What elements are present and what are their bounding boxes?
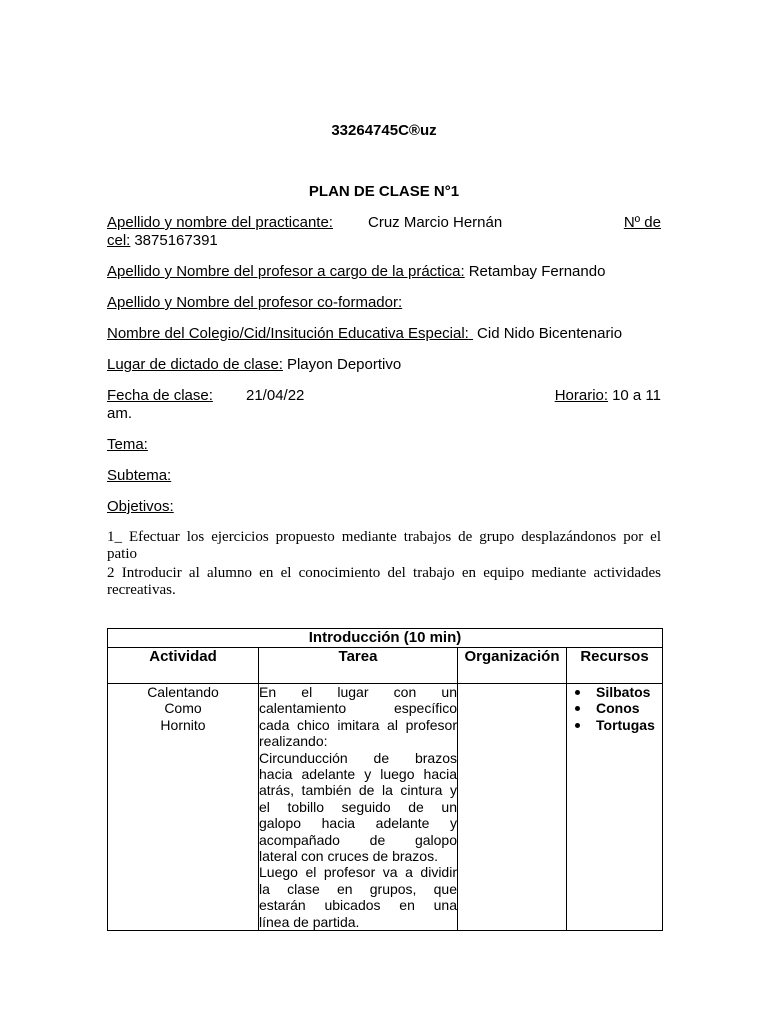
colegio-value: Cid Nido Bicentenario <box>477 325 623 342</box>
tarea-line: atrás, también de la cintura y <box>259 782 457 799</box>
tarea-line: estarán ubicados en una <box>259 897 457 914</box>
tarea-line: realizando: <box>259 733 328 750</box>
objetivos-field <box>107 498 661 516</box>
table-row <box>108 684 663 931</box>
tarea-line: galopo hacia adelante y <box>259 815 457 832</box>
table-section-row <box>108 629 663 648</box>
subtema-field <box>107 467 661 485</box>
bullet-icon <box>575 723 580 728</box>
table-header-row <box>108 648 663 684</box>
horario-label: Horario: <box>554 387 609 404</box>
practicante-value: Cruz Marcio Hernán <box>368 214 503 231</box>
lugar-label: Lugar de dictado de clase: <box>107 356 283 373</box>
celular-label-part2: cel: <box>107 232 131 249</box>
section-title: Introducción (10 min) <box>108 629 663 648</box>
document-code: 33264745C®uz <box>331 122 437 139</box>
tarea-line: la clase en grupos, que <box>259 880 457 897</box>
page-title: PLAN DE CLASE N°1 <box>308 183 460 200</box>
recurso-label: Tortugas <box>596 716 655 733</box>
objective-line: 1_ Efectuar los ejercicios propuesto mediante trabajos de grupo desplazándonos por el <box>107 529 661 545</box>
celular-line <box>107 232 661 250</box>
recurso-item <box>567 684 662 700</box>
practicante-field <box>107 214 661 250</box>
cell-tarea <box>259 684 458 931</box>
celular-value: 3875167391 <box>134 232 218 249</box>
horario-value: 10 a 11 <box>612 387 661 404</box>
practicante-label: Apellido y nombre del practicante: <box>107 214 333 231</box>
cell-recursos <box>567 684 663 931</box>
column-header-recursos: Recursos <box>567 648 663 684</box>
tarea-paragraph <box>259 684 457 750</box>
actividad-line: Hornito <box>160 716 206 733</box>
tarea-line: lateral con cruces de brazos. <box>259 848 438 865</box>
lugar-value: Playon Deportivo <box>286 356 402 373</box>
objective-line: patio <box>107 546 137 562</box>
recurso-label: Silbatos <box>596 684 651 700</box>
bullet-icon <box>575 706 580 711</box>
actividad-line: Calentando <box>147 684 219 700</box>
objective-line: 2 Introducir al alumno en el conocimiento del trabajo en equipo mediante actividades <box>107 565 661 581</box>
fecha-horario-field <box>107 387 661 423</box>
tarea-line: Circunducción de brazos <box>259 749 457 766</box>
colegio-field <box>107 325 661 343</box>
colegio-label: Nombre del Colegio/Cid/Insitución Educativa Especial: <box>107 325 469 342</box>
column-header-actividad: Actividad <box>108 648 259 684</box>
lugar-field <box>107 356 661 374</box>
tarea-line: línea de partida. <box>259 913 360 930</box>
profesor-coformador-label: Apellido y Nombre del profesor co-formador: <box>107 294 403 311</box>
fecha-label: Fecha de clase: <box>107 387 213 404</box>
tarea-paragraph <box>259 864 457 930</box>
profesor-practica-field <box>107 263 661 281</box>
column-header-organizacion: Organización <box>458 648 567 684</box>
objectives-list <box>107 529 661 599</box>
tarea-line: el tobillo seguido de un <box>259 798 457 815</box>
tarea-paragraph <box>259 750 457 865</box>
lesson-plan-table <box>107 628 663 931</box>
recurso-item <box>567 717 662 733</box>
practicante-line <box>107 214 661 232</box>
objetivos-label: Objetivos: <box>107 498 174 515</box>
tarea-line: calentamiento específico <box>259 700 457 717</box>
recursos-list <box>567 684 662 733</box>
actividad-line: Como <box>164 700 202 717</box>
recurso-label: Conos <box>596 700 640 717</box>
recurso-item <box>567 700 662 716</box>
tarea-line: acompañado de galopo <box>259 831 457 848</box>
tarea-line: cada chico imitara al profesor <box>259 716 457 733</box>
objective-item <box>107 529 661 563</box>
column-header-tarea: Tarea <box>259 648 458 684</box>
bullet-icon <box>575 690 580 695</box>
header-fields <box>107 214 661 529</box>
objective-item <box>107 565 661 599</box>
tarea-line: En el lugar con un <box>259 684 457 700</box>
cell-actividad <box>108 684 259 931</box>
tema-label: Tema: <box>107 436 148 453</box>
fecha-value: 21/04/22 <box>246 387 305 404</box>
subtema-label: Subtema: <box>107 467 172 484</box>
profesor-coformador-field <box>107 294 661 312</box>
celular-label-part1: Nº de <box>623 214 661 231</box>
objective-line: recreativas. <box>107 582 176 598</box>
cell-organizacion <box>458 684 567 931</box>
profesor-practica-label: Apellido y Nombre del profesor a cargo de la práctica: <box>107 263 465 280</box>
tarea-line: Luego el profesor va a dividir <box>259 864 457 881</box>
horario-group <box>555 387 661 405</box>
tema-field <box>107 436 661 454</box>
horario-value-continued: am. <box>107 405 133 422</box>
profesor-practica-value: Retambay Fernando <box>468 263 606 280</box>
tarea-line: hacia adelante y luego hacia <box>259 766 457 783</box>
